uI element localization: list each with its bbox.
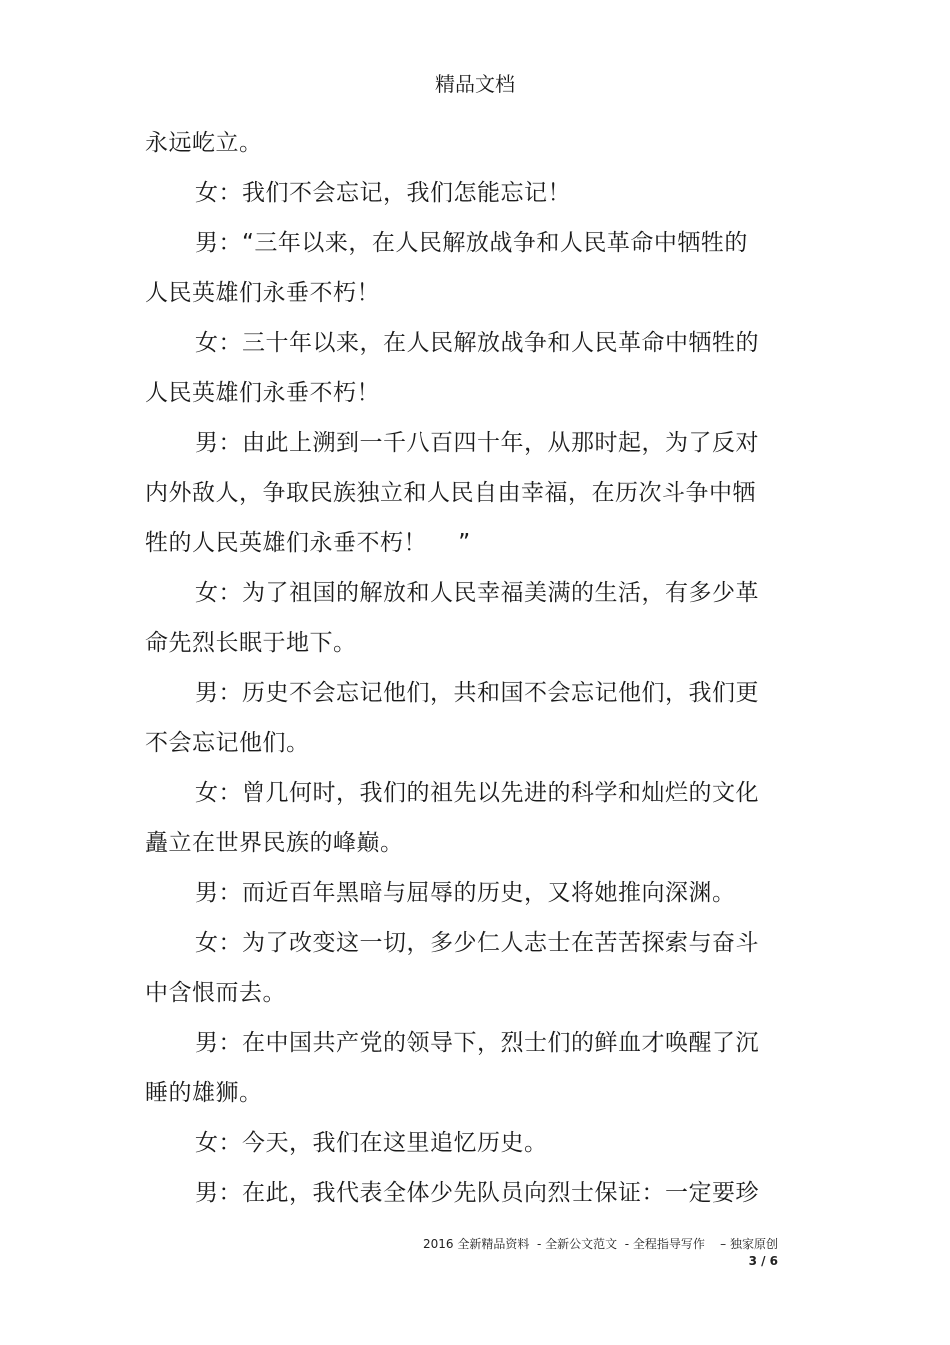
text-line: 女：今天，我们在这里追忆历史。 [195,1130,548,1156]
page-header-title: 精品文档 [435,72,515,96]
text-line: 人民英雄们永垂不朽！ [145,280,380,306]
text-line: 命先烈长眠于地下。 [145,630,357,656]
text-line: 不会忘记他们。 [145,730,310,756]
text-line: 人民英雄们永垂不朽！ [145,380,380,406]
text-line: 内外敌人，争取民族独立和人民自由幸福，在历次斗争中牺 [145,480,756,506]
text-line: 女：我们不会忘记，我们怎能忘记！ [195,180,571,206]
text-line: 男：“三年以来，在人民解放战争和人民革命中牺牲的 [195,230,748,256]
text-line: 睡的雄狮。 [145,1080,263,1106]
document-body [145,118,759,1218]
text-line: 永远屹立。 [145,130,263,156]
text-line: 牲的人民英雄们永垂不朽！ ” [145,530,471,556]
text-line: 男：在中国共产党的领导下，烈士们的鲜血才唤醒了沉 [195,1030,759,1056]
text-line: 男：在此，我代表全体少先队员向烈士保证：一定要珍 [195,1180,759,1206]
text-line: 男：历史不会忘记他们，共和国不会忘记他们，我们更 [195,680,759,706]
text-line: 矗立在世界民族的峰巅。 [145,830,404,856]
text-line: 女：曾几何时，我们的祖先以先进的科学和灿烂的文化 [195,780,759,806]
text-line: 女：为了祖国的解放和人民幸福美满的生活，有多少革 [195,580,759,606]
text-line: 男：而近百年黑暗与屈辱的历史，又将她推向深渊。 [195,880,736,906]
text-line: 中含恨而去。 [145,980,286,1006]
page-footer-text: 2016 全新精品资料 - 全新公文范文 - 全程指导写作 – 独家原创 [423,1237,778,1251]
page-number: 3 / 6 [748,1254,778,1268]
text-line: 女：三十年以来，在人民解放战争和人民革命中牺牲的 [195,330,759,356]
text-line: 女：为了改变这一切，多少仁人志士在苦苦探索与奋斗 [195,930,759,956]
text-line: 男：由此上溯到一千八百四十年，从那时起，为了反对 [195,430,759,456]
